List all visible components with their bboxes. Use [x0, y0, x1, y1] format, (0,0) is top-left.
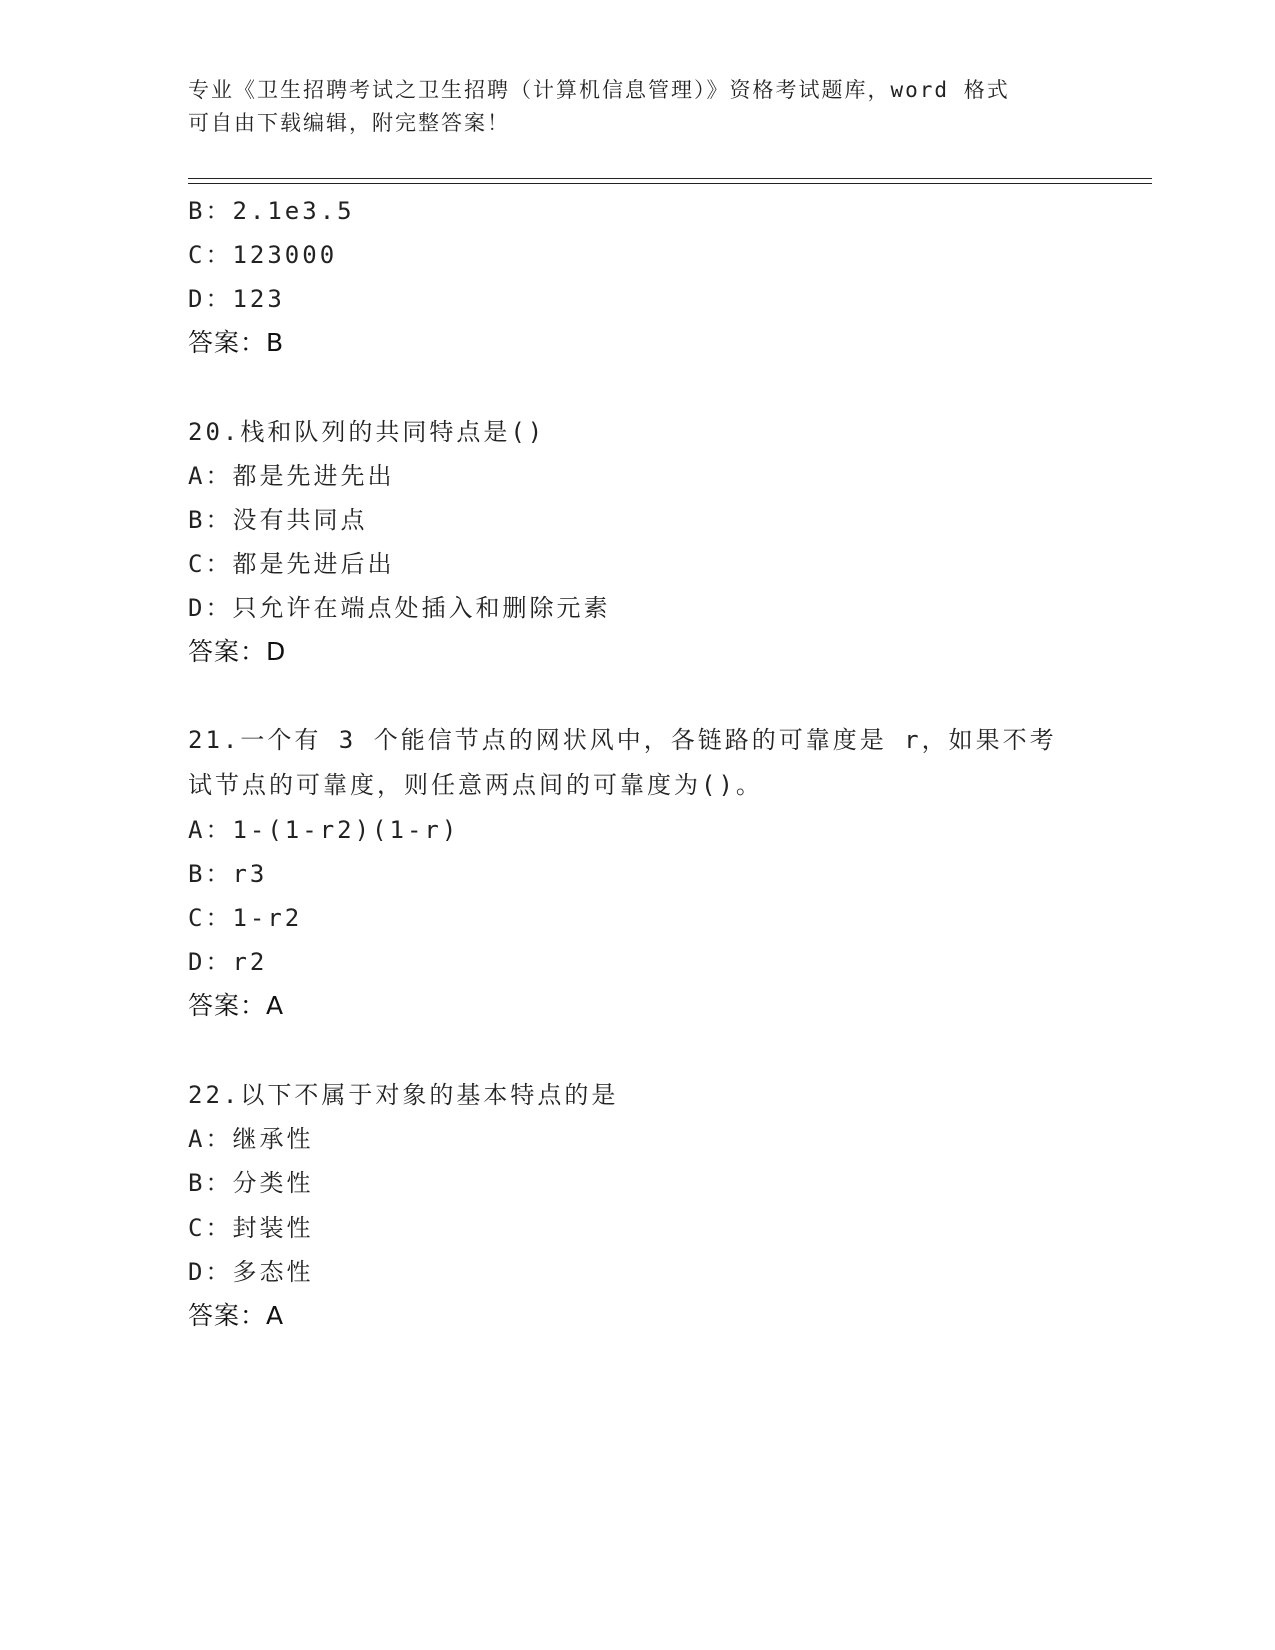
q21-option-a: A：1-(1-r2)(1-r) — [188, 816, 460, 844]
q21-question-line-2: 试节点的可靠度，则任意两点间的可靠度为()。 — [188, 771, 763, 799]
q20-option-a: A：都是先进先出 — [188, 462, 395, 490]
q22-question: 22.以下不属于对象的基本特点的是 — [188, 1081, 619, 1109]
q21-option-d: D：r2 — [188, 948, 268, 976]
q21-question-line-1: 21.一个有 3 个能信节点的网状风中，各链路的可靠度是 r，如果不考 — [188, 726, 1057, 754]
header-line-2: 可自由下载编辑，附完整答案！ — [188, 111, 510, 135]
q19-option-c: C：123000 — [188, 241, 338, 269]
q20-option-b: B：没有共同点 — [188, 506, 368, 534]
q22-option-b: B：分类性 — [188, 1169, 314, 1197]
header-line-1: 专业《卫生招聘考试之卫生招聘（计算机信息管理）》资格考试题库，word 格式 — [188, 78, 1010, 102]
q22-option-c: C：封装性 — [188, 1214, 314, 1242]
document-header — [188, 74, 1088, 140]
header-divider-bottom — [188, 183, 1152, 184]
q20-question: 20.栈和队列的共同特点是() — [188, 418, 546, 446]
q21-option-c: C：1-r2 — [188, 904, 303, 932]
header-divider-top — [188, 178, 1152, 179]
q22-option-d: D：多态性 — [188, 1258, 314, 1286]
q19-option-b: B：2.1e3.5 — [188, 197, 355, 225]
q21-option-b: B：r3 — [188, 860, 268, 888]
q19-option-d: D：123 — [188, 285, 285, 313]
q20-option-d: D：只允许在端点处插入和删除元素 — [188, 594, 611, 622]
q22-option-a: A：继承性 — [188, 1125, 314, 1153]
q21-answer: 答案：A — [188, 991, 285, 1020]
q20-answer: 答案：D — [188, 637, 287, 666]
q22-answer: 答案：A — [188, 1301, 285, 1330]
q19-answer: 答案：B — [188, 328, 285, 357]
q20-option-c: C：都是先进后出 — [188, 550, 395, 578]
